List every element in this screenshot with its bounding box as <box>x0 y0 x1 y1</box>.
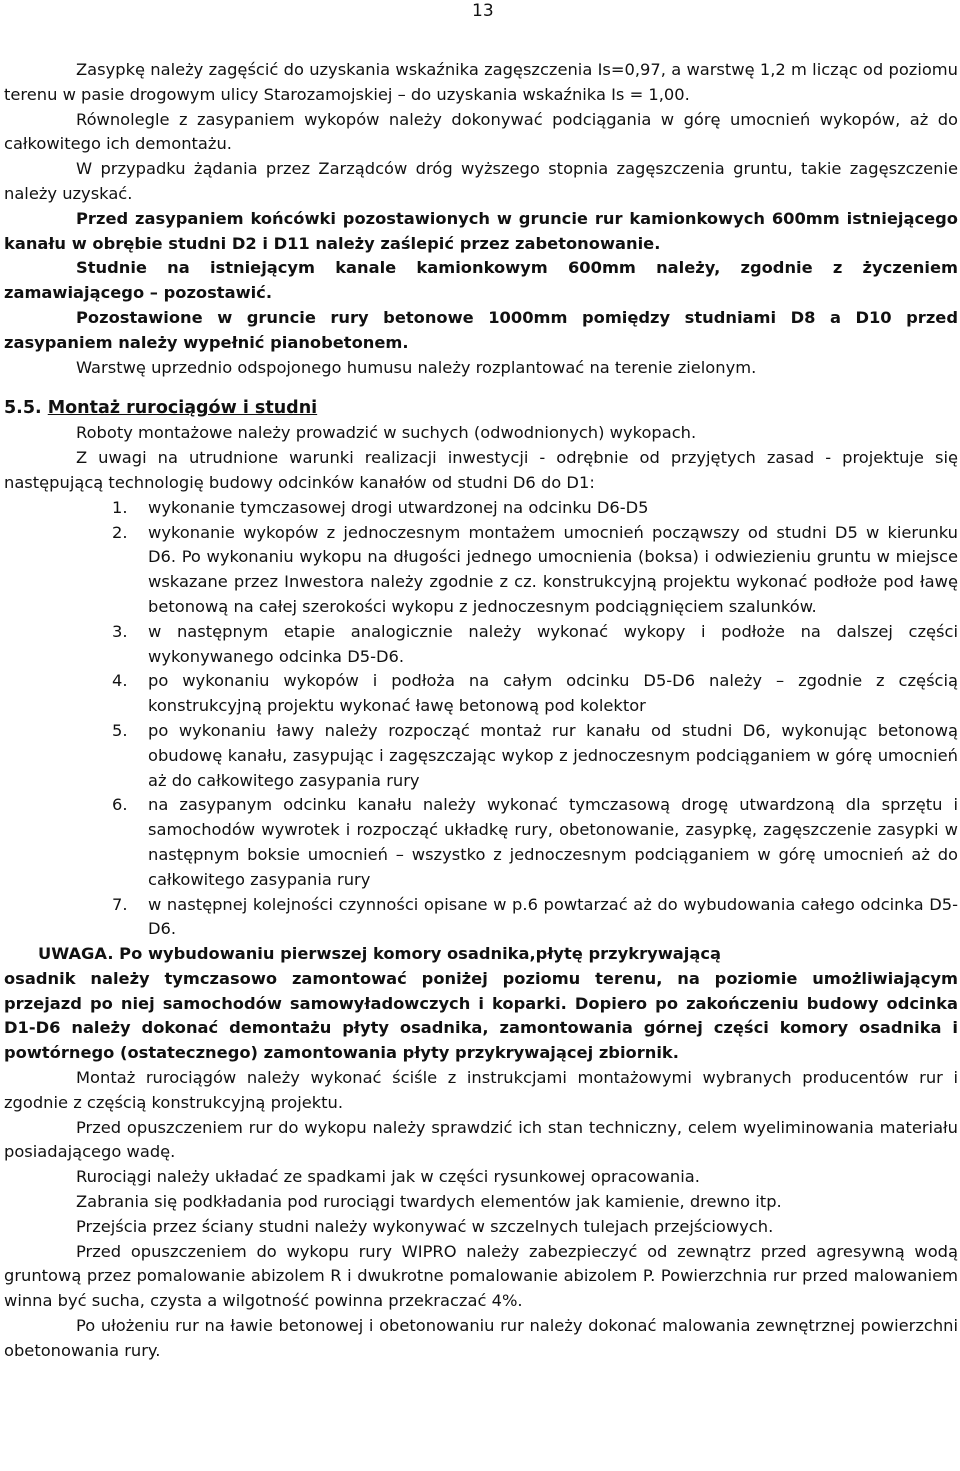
paragraph-technology: Z uwagi na utrudnione warunki realizacji inwestycji - odrębnie od przyjętych zasad - projektuje się następującą technologię budowy odcinków kanałów od studni D6 do D1: <box>4 448 958 492</box>
paragraph-painting: Po ułożeniu rur na ławie betonowej i obetonowaniu rur należy dokonać malowania zewnętrznej powierzchni obetonowania rury. <box>4 1316 958 1360</box>
list-item-number: 7. <box>112 894 128 914</box>
list-item-number: 3. <box>112 621 128 641</box>
paragraph-dry-excavations: Roboty montażowe należy prowadzić w suchych (odwodnionych) wykopach. <box>76 423 697 443</box>
list-item-text: na zasypanym odcinku kanału należy wykonać tymczasową drogę utwardzoną dla sprzętu i samochodów wywrotek i rozpocząć układkę rury, obetonowanie, zasypkę, zagęszczenie zasypki w następnym boksie umocnień – wszystko z jednoczesnym podciąganiem w górę umocnień aż do całkowitego zasypania rury <box>148 795 958 889</box>
paragraph-sleeves: Przejścia przez ściany studni należy wykonywać w szczelnych tulejach przejściowych. <box>76 1216 774 1236</box>
steps-list <box>4 496 958 942</box>
paragraph-wells: Studnie na istniejącym kanale kamionkowym 600mm należy, zgodnie z życzeniem zamawiającego – pozostawić. <box>4 258 958 303</box>
paragraph-concrete-pipes: Pozostawione w gruncie rury betonowe 1000mm pomiędzy studniami D8 a D10 przed zasypaniem należy wypełnić pianobetonem. <box>4 307 958 352</box>
paragraph-wipro: Przed opuszczeniem do wykopu rury WIPRO należy zabezpieczyć od zewnątrz przed agresywną wodą gruntową przez pomalowanie abizolem R i dwukrotne pomalowanie abizolem P. Powierzchnia rur przed malowaniem winna być sucha, czysta a wilgotność powinna przekraczać 4%. <box>4 1241 958 1311</box>
list-item <box>4 893 958 943</box>
list-item <box>4 620 958 670</box>
paragraph-installation: Montaż rurociągów należy wykonać ściśle z instrukcjami montażowymi wybranych producentów rur i zgodnie z częścią konstrukcyjną projektu. <box>4 1068 958 1112</box>
uwaga-first-line: UWAGA. Po wybudowaniu pierwszej komory osadnika,płytę przykrywającą <box>38 944 721 964</box>
list-item-text: w następnej kolejności czynności opisane w p.6 powtarzać aż do wybudowania całego odcinka D5-D6. <box>148 894 958 939</box>
paragraph-plugging: Przed zasypaniem końcówki pozostawionych w gruncie rur kamionkowych 600mm istniejącego kanału w obrębie studni D2 i D11 należy zaślepić przez zabetonowanie. <box>4 208 958 253</box>
section-number: 5.5. <box>4 398 42 419</box>
list-item-text: wykonanie wykopów z jednoczesnym montażem umocnień począwszy od studni D5 w kierunku D6. Po wykonaniu wykopu na długości jednego umocnienia (boksa) i odwiezieniu gruntu w miejsce wskazane przez Inwestora należy zgodnie z cz. konstrukcyjną projektu wykonać podłoże pod ławę betonową na całej szerokości wykopu z jednoczesnym podciągnięciem szalunków. <box>148 522 958 616</box>
list-item <box>4 793 958 892</box>
list-item-text: wykonanie tymczasowej drogi utwardzonej na odcinku D6-D5 <box>148 497 649 517</box>
paragraph-road-managers: W przypadku żądania przez Zarządców dróg wyższego stopnia zagęszczenia gruntu, takie zagęszczenie należy uzyskać. <box>4 159 958 203</box>
list-item <box>4 669 958 719</box>
paragraph-compaction: Zasypkę należy zagęścić do uzyskania wskaźnika zagęszczenia Is=0,97, a warstwę 1,2 m licząc od poziomu terenu w pasie drogowym ulicy Starozamojskiej – do uzyskania wskaźnika Is = 1,00. <box>4 60 958 104</box>
paragraph-humus: Warstwę uprzednio odspojonego humusu należy rozplantować na terenie zielonym. <box>76 357 757 377</box>
list-item-text: po wykonaniu wykopów i podłoża na całym odcinku D5-D6 należy – zgodnie z częścią konstrukcyjną projektu wykonać ławę betonową pod kolektor <box>148 671 958 716</box>
list-item-number: 1. <box>112 497 128 517</box>
paragraph-no-hard-elements: Zabrania się podkładania pod rurociągi twardych elementów jak kamienie, drewno itp. <box>76 1192 782 1212</box>
page-number: 13 <box>472 1 494 21</box>
paragraph-shoring: Równolegle z zasypaniem wykopów należy dokonywać podciągania w górę umocnień wykopów, aż do całkowitego ich demontażu. <box>4 109 958 154</box>
list-item-number: 5. <box>112 720 128 740</box>
list-item-text: po wykonaniu ławy należy rozpocząć montaż rur kanału od studni D6, wykonując betonową obudowę kanału, zasypując i zagęszczając wykop z jednoczesnym podciąganiem w górę umocnień aż do całkowitego zasypania rury <box>148 720 958 790</box>
section-title: Montaż rurociągów i studni <box>47 398 318 419</box>
list-item-number: 2. <box>112 522 128 542</box>
list-item <box>4 521 958 620</box>
list-item-text: w następnym etapie analogicznie należy wykonać wykopy i podłoże na dalszej części wykonywanego odcinka D5-D6. <box>148 621 958 666</box>
paragraph-pipe-check: Przed opuszczeniem rur do wykopu należy sprawdzić ich stan techniczny, celem wyeliminowania materiału posiadającego wadę. <box>4 1117 958 1162</box>
paragraph-slopes: Rurociągi należy układać ze spadkami jak w części rysunkowej opracowania. <box>76 1167 700 1187</box>
list-item <box>4 719 958 793</box>
list-item-number: 4. <box>112 671 128 691</box>
section-heading <box>4 395 958 421</box>
list-item <box>4 496 958 521</box>
list-item-number: 6. <box>112 795 128 815</box>
uwaga-paragraph: osadnik należy tymczasowo zamontować poniżej poziomu terenu, na poziomie umożliwiającym przejazd po niej samochodów samowyładowczych i koparki. Dopiero po zakończeniu budowy odcinka D1-D6 należy dokonać demontażu płyty osadnika, zamontowania górnej części komory osadnika i powtórnego (ostatecznego) zamontowania płyty przykrywającej zbiornik. <box>4 968 958 1063</box>
document-body <box>4 58 958 1364</box>
